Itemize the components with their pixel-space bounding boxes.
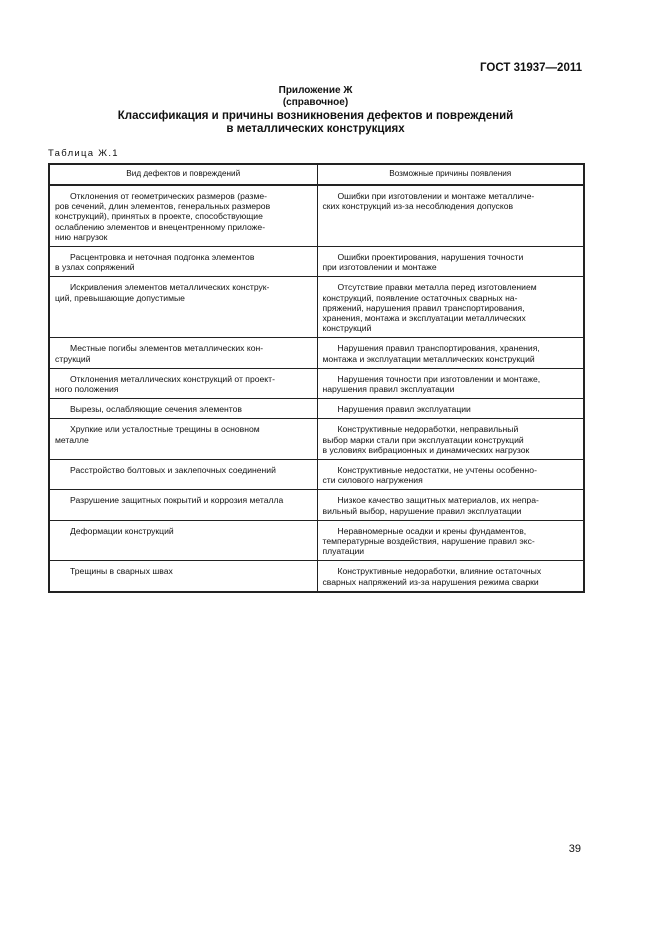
cause-cell-text-line: Конструктивные недоработки, влияние остаточных: [337, 566, 542, 577]
column-header-possible-causes: Возможные причины появления: [317, 164, 584, 185]
cause-cell-text-line: температурные воздействия, нарушение правил экс-: [322, 536, 535, 547]
table-row: [49, 338, 584, 368]
cause-cell: [317, 185, 584, 247]
cause-cell: [317, 561, 584, 592]
defect-cell-text-line: ослаблению элементов и внецентренному приложе-: [55, 221, 266, 232]
defect-cell-text-line: Искривления элементов металлических конструк-: [70, 282, 270, 293]
defect-cell-text-line: Расстройство болтовых и заклепочных соединений: [70, 465, 276, 476]
cause-cell: [317, 247, 584, 277]
cause-cell: [317, 460, 584, 490]
defect-cell: [49, 247, 317, 277]
cause-cell: [317, 490, 584, 520]
defect-cell: [49, 419, 317, 460]
standard-number: ГОСТ 31937—2011: [480, 62, 582, 74]
defect-cell: [49, 399, 317, 419]
document-title-line-2: в металлических конструкциях: [226, 123, 405, 135]
defect-cell-text-line: конструкций), принятых в проекте, способствующие: [55, 211, 263, 222]
cause-cell: [317, 277, 584, 338]
defect-cell: [49, 338, 317, 368]
defect-cell-text-line: Деформации конструкций: [70, 525, 174, 536]
cause-cell-text-line: сварных напряжений из-за нарушения режима сварки: [322, 576, 539, 587]
defect-cell-text-line: Отклонения от геометрических размеров (разме-: [70, 191, 268, 201]
defect-cell-text-line: Хрупкие или усталостные трещины в основном: [70, 424, 260, 435]
table-row: [49, 247, 584, 277]
defect-cell: [49, 490, 317, 520]
defect-cell-text-line: ций, превышающие допустимые: [55, 292, 185, 303]
cause-cell-text-line: Конструктивные недостатки, не учтены особенно-: [337, 465, 537, 476]
cause-cell: [317, 419, 584, 460]
document-title-line-1: Классификация и причины возникновения дефектов и повреждений: [117, 110, 514, 122]
table-row: [49, 277, 584, 338]
cause-cell-text-line: монтажа и эксплуатации металлических конструкций: [322, 353, 535, 364]
appendix-title: Приложение Ж: [278, 85, 353, 96]
cause-cell-text-line: вильный выбор, нарушение правил эксплуатации: [322, 505, 522, 516]
page-number: 39: [568, 843, 581, 855]
cause-cell-text-line: сти силового нагружения: [322, 475, 423, 486]
defect-cell: [49, 277, 317, 338]
defect-cell-text-line: струкций: [55, 353, 91, 364]
table-row: [49, 520, 584, 561]
table-header-row: [49, 164, 584, 185]
defect-cell-text-line: Расцентровка и неточная подгонка элементов: [70, 252, 255, 263]
defect-cell: [49, 460, 317, 490]
cause-cell-text-line: Нарушения правил транспортирования, хранения,: [337, 343, 540, 354]
defect-cell-text-line: Отклонения металлических конструкций от проект-: [70, 373, 275, 384]
cause-cell-text-line: конструкций: [322, 323, 372, 334]
cause-cell: [317, 399, 584, 419]
cause-cell-text-line: при изготовлении и монтаже: [322, 262, 437, 273]
cause-cell-text-line: в условиях вибрационных и динамических нагрузок: [322, 444, 530, 455]
defect-cell: [49, 561, 317, 592]
defect-cell-text-line: ного положения: [55, 384, 119, 395]
defect-cell: [49, 520, 317, 561]
appendix-kind: (справочное): [282, 97, 349, 108]
table-row: [49, 460, 584, 490]
table-row: [49, 399, 584, 419]
defect-cell-text-line: Местные погибы элементов металлических кон-: [70, 343, 264, 354]
table-label: Таблица Ж.1: [48, 148, 119, 159]
cause-cell-text-line: Ошибки проектирования, нарушения точности: [337, 252, 524, 263]
table-body: [49, 185, 584, 592]
cause-cell-text-line: пряжений, нарушения правил транспортирования,: [322, 302, 525, 313]
cause-cell-text-line: ских конструкций из-за несоблюдения допусков: [322, 201, 514, 212]
cause-cell-text-line: Неравномерные осадки и крены фундаментов,: [337, 525, 527, 536]
cause-cell-text-line: конструкций, появление остаточных сварных на-: [322, 292, 518, 303]
cause-cell: [317, 338, 584, 368]
cause-cell-text-line: Низкое качество защитных материалов, их непра-: [337, 495, 539, 506]
appendix-heading: [48, 85, 583, 136]
defect-cell-text-line: в узлах сопряжений: [55, 262, 135, 273]
table-row: [49, 419, 584, 460]
cause-cell-text-line: Конструктивные недоработки, неправильный: [337, 424, 519, 435]
table-row: [49, 368, 584, 398]
cause-cell-text-line: Ошибки при изготовлении и монтаже металличе-: [337, 191, 535, 201]
cause-cell-text-line: хранения, монтажа и эксплуатации металлических: [322, 313, 526, 324]
cause-cell-text-line: Отсутствие правки металла перед изготовлением: [337, 282, 537, 293]
table-row: [49, 561, 584, 592]
cause-cell: [317, 368, 584, 398]
defect-cell-text-line: нию нагрузок: [55, 231, 108, 242]
table-row: [49, 185, 584, 247]
cause-cell-text-line: плуатации: [322, 546, 365, 557]
defect-cell-text-line: металле: [55, 434, 89, 445]
defect-cell: [49, 368, 317, 398]
defect-cell-text-line: Разрушение защитных покрытий и коррозия металла: [70, 495, 284, 506]
column-header-defect-type: Вид дефектов и повреждений: [49, 164, 317, 185]
defect-cell-text-line: Трещины в сварных швах: [70, 566, 173, 577]
cause-cell-text-line: Нарушения правил эксплуатации: [337, 404, 471, 415]
cause-cell-text-line: нарушения правил эксплуатации: [322, 384, 455, 395]
cause-cell-text-line: выбор марки стали при эксплуатации конструкций: [322, 434, 524, 445]
defect-cell-text-line: Вырезы, ослабляющие сечения элементов: [70, 404, 242, 415]
cause-cell-text-line: Нарушения точности при изготовлении и монтаже,: [337, 373, 541, 384]
table-row: [49, 490, 584, 520]
defect-cell: [49, 185, 317, 247]
cause-cell: [317, 520, 584, 561]
defect-cell-text-line: ров сечений, длин элементов, генеральных размеров: [55, 201, 271, 212]
defects-table: [48, 163, 585, 593]
